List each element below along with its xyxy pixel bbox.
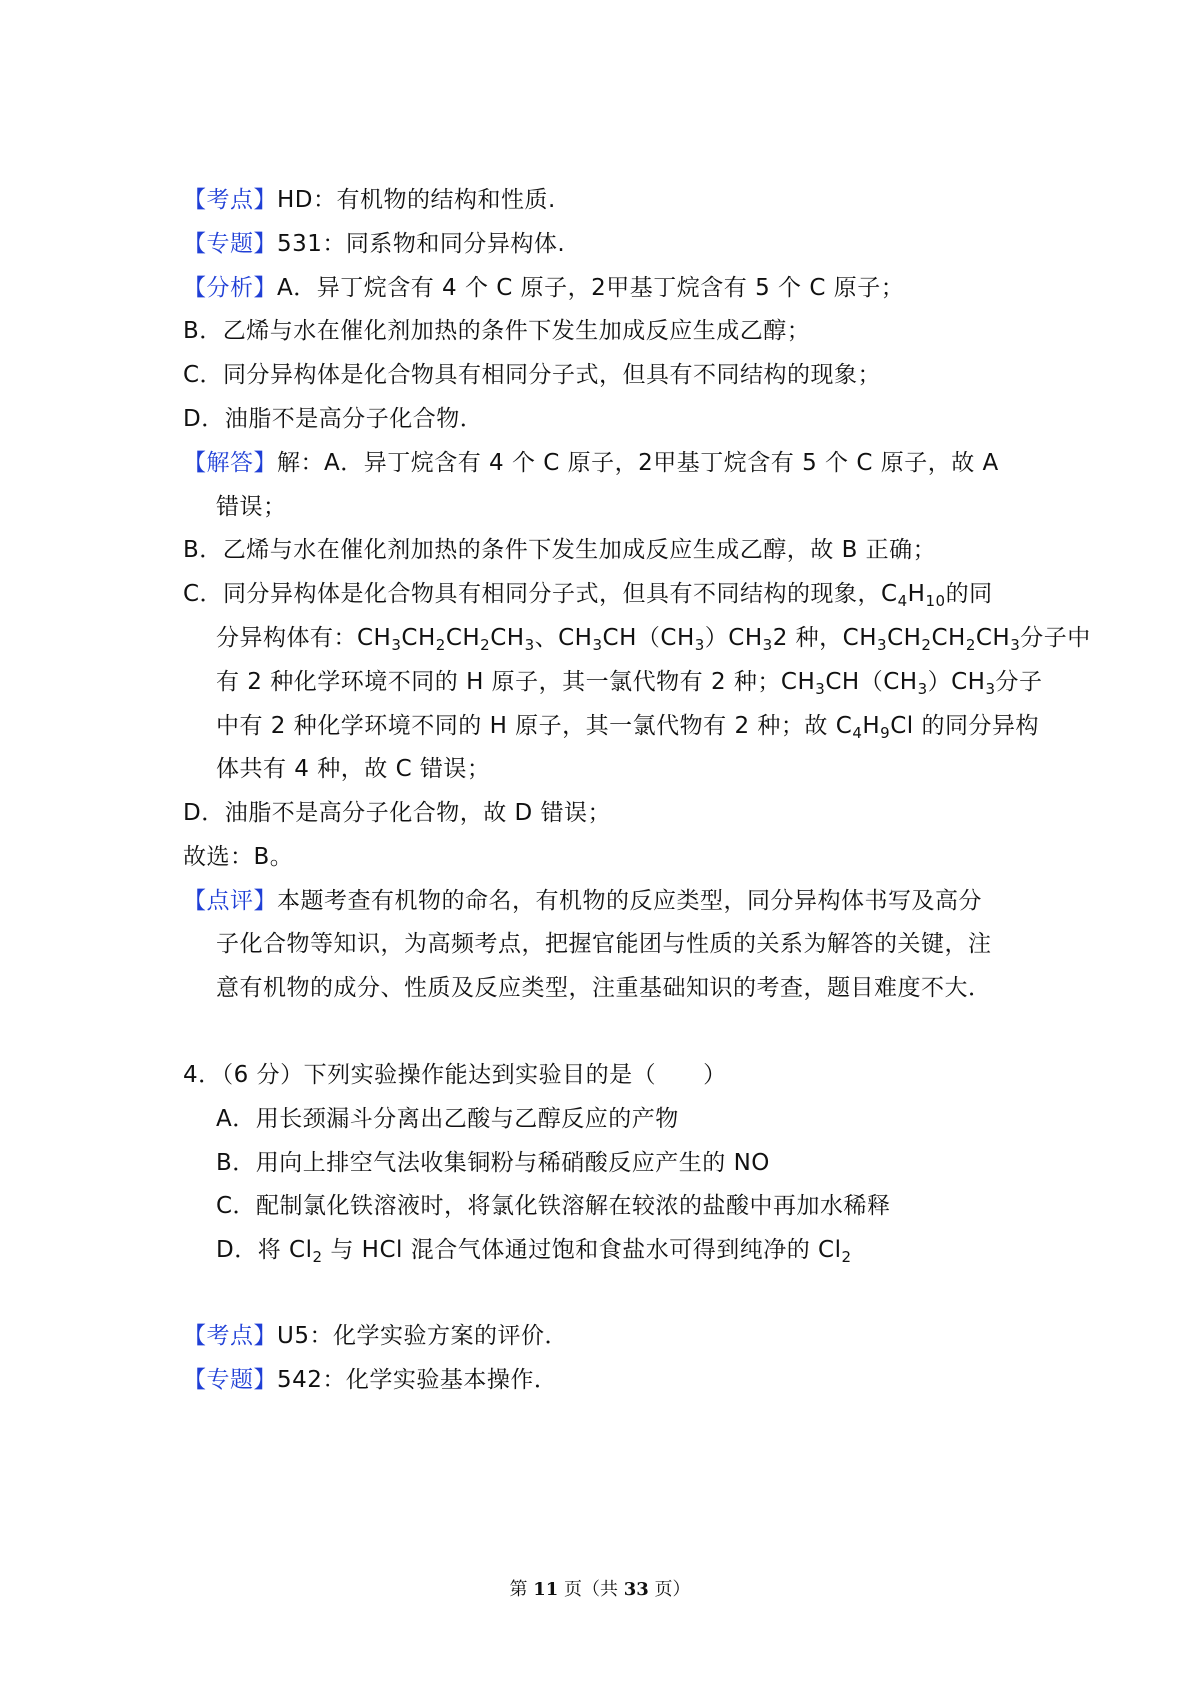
fenxi-b-line: B．乙烯与水在催化剂加热的条件下发生加成反应生成乙醇； bbox=[183, 318, 811, 344]
zhuanti-tag: 【专题】 bbox=[183, 1367, 277, 1393]
jieda-d-line: D．油脂不是高分子化合物，故 D 错误； bbox=[183, 800, 612, 826]
fenxi-text: A．异丁烷含有 4 个 C 原子，2甲基丁烷含有 5 个 C 原子； bbox=[277, 275, 905, 301]
jieda-tag: 【解答】 bbox=[183, 450, 277, 476]
jieda-c-line-5: 体共有 4 种，故 C 错误； bbox=[216, 756, 491, 782]
fenxi-c-line: C．同分异构体是化合物具有相同分子式，但具有不同结构的现象； bbox=[183, 362, 882, 388]
subscript: 3 bbox=[592, 636, 603, 654]
text-run: CH bbox=[975, 625, 1011, 651]
kaodian-line-2 bbox=[183, 1321, 568, 1351]
text-run: 分子中 bbox=[1020, 625, 1091, 651]
subscript: 2 bbox=[921, 636, 932, 654]
question-4-option-a: A．用长颈漏斗分离出乙酸与乙醇反应的产物 bbox=[216, 1106, 679, 1132]
subscript: 3 bbox=[762, 636, 773, 654]
page-footer bbox=[0, 1575, 1200, 1601]
question-4-option-c: C．配制氯化铁溶液时，将氯化铁溶解在较浓的盐酸中再加水稀释 bbox=[216, 1193, 891, 1219]
jieda-c-line-1 bbox=[183, 579, 993, 609]
fenxi-line bbox=[183, 273, 904, 303]
text-run: CH（CH bbox=[602, 625, 695, 651]
text-run: ）CH bbox=[927, 669, 986, 695]
kaodian-text: U5：化学实验方案的评价． bbox=[277, 1323, 568, 1349]
text-run: C．同分异构体是化合物具有相同分子式，但具有不同结构的现象，C bbox=[183, 581, 898, 607]
subscript: 2 bbox=[435, 636, 446, 654]
dianping-text: 本题考查有机物的命名，有机物的反应类型，同分异构体书写及高分 bbox=[277, 888, 982, 914]
kaodian-tag: 【考点】 bbox=[183, 187, 277, 213]
jieda-c-line-4 bbox=[216, 711, 1039, 741]
text-run: 与 HCl 混合气体通过饱和食盐水可得到纯净的 Cl bbox=[322, 1237, 842, 1263]
question-4-option-b: B．用向上排空气法收集铜粉与稀硝酸反应产生的 NO bbox=[216, 1150, 770, 1176]
text-run: CH bbox=[401, 625, 436, 651]
jieda-c-line-3 bbox=[216, 667, 1043, 697]
kaodian-text: HD：有机物的结构和性质. bbox=[277, 187, 556, 213]
text-run: Cl 的同分异构 bbox=[890, 713, 1039, 739]
text-run: CH bbox=[887, 625, 922, 651]
text-run: CH bbox=[931, 625, 966, 651]
text-run: H bbox=[862, 713, 881, 739]
zhuanti-text: 542：化学实验基本操作． bbox=[277, 1367, 558, 1393]
subscript: 3 bbox=[1010, 636, 1021, 654]
kaodian-tag: 【考点】 bbox=[183, 1323, 277, 1349]
question-4-option-d bbox=[216, 1235, 852, 1265]
subscript: 3 bbox=[985, 680, 996, 698]
text-run: D．将 Cl bbox=[216, 1237, 313, 1263]
text-run: H bbox=[907, 581, 926, 607]
text-run: 2 种，CH bbox=[772, 625, 878, 651]
text-run: 中有 2 种化学环境不同的 H 原子，其一氯代物有 2 种；故 C bbox=[216, 713, 853, 739]
zhuanti-line-2 bbox=[183, 1365, 557, 1395]
question-4-stem: 4．（6 分）下列实验操作能达到实验目的是（ ） bbox=[183, 1062, 727, 1088]
subscript: 3 bbox=[694, 636, 705, 654]
subscript: 4 bbox=[852, 724, 863, 742]
zhuanti-text: 531：同系物和同分异构体. bbox=[277, 231, 566, 257]
subscript: 10 bbox=[925, 592, 946, 610]
subscript: 2 bbox=[841, 1248, 852, 1266]
jieda-text: 解：A．异丁烷含有 4 个 C 原子，2甲基丁烷含有 5 个 C 原子，故 A bbox=[277, 450, 999, 476]
subscript: 3 bbox=[815, 680, 826, 698]
text-run: CH（CH bbox=[825, 669, 918, 695]
subscript: 2 bbox=[480, 636, 491, 654]
current-page-number: 11 bbox=[533, 1579, 559, 1600]
jieda-a-continued: 错误； bbox=[216, 494, 287, 520]
subscript: 4 bbox=[897, 592, 908, 610]
jieda-b-line: B．乙烯与水在催化剂加热的条件下发生加成反应生成乙醇，故 B 正确； bbox=[183, 537, 937, 563]
fenxi-d-line: D．油脂不是高分子化合物． bbox=[183, 406, 484, 432]
text-run: 有 2 种化学环境不同的 H 原子，其一氯代物有 2 种；CH bbox=[216, 669, 816, 695]
jieda-line bbox=[183, 448, 999, 478]
total-page-count: 33 bbox=[623, 1579, 649, 1600]
zhuanti-line bbox=[183, 229, 565, 259]
text-run: 分异构体有：CH bbox=[216, 625, 392, 651]
text-run: 分子 bbox=[995, 669, 1043, 695]
footer-middle: 页（共 bbox=[558, 1579, 624, 1600]
fenxi-tag: 【分析】 bbox=[183, 275, 277, 301]
text-run: 的同 bbox=[945, 581, 993, 607]
subscript: 2 bbox=[965, 636, 976, 654]
subscript: 3 bbox=[917, 680, 928, 698]
dianping-line bbox=[183, 886, 982, 916]
jieda-c-line-2 bbox=[216, 623, 1091, 653]
answer-line: 故选：B。 bbox=[183, 844, 294, 870]
subscript: 3 bbox=[877, 636, 888, 654]
kaodian-line bbox=[183, 185, 556, 215]
text-run: CH bbox=[490, 625, 525, 651]
text-run: 、CH bbox=[534, 625, 593, 651]
subscript: 3 bbox=[524, 636, 535, 654]
dianping-line-3: 意有机物的成分、性质及反应类型，注重基础知识的考查，题目难度不大． bbox=[216, 975, 992, 1001]
footer-suffix: 页） bbox=[648, 1579, 691, 1600]
subscript: 3 bbox=[391, 636, 402, 654]
text-run: ）CH bbox=[704, 625, 763, 651]
footer-prefix: 第 bbox=[509, 1579, 534, 1600]
dianping-line-2: 子化合物等知识，为高频考点，把握官能团与性质的关系为解答的关键，注 bbox=[216, 931, 992, 957]
zhuanti-tag: 【专题】 bbox=[183, 231, 277, 257]
text-run: CH bbox=[445, 625, 481, 651]
subscript: 9 bbox=[880, 724, 891, 742]
dianping-tag: 【点评】 bbox=[183, 888, 277, 914]
subscript: 2 bbox=[312, 1248, 323, 1266]
